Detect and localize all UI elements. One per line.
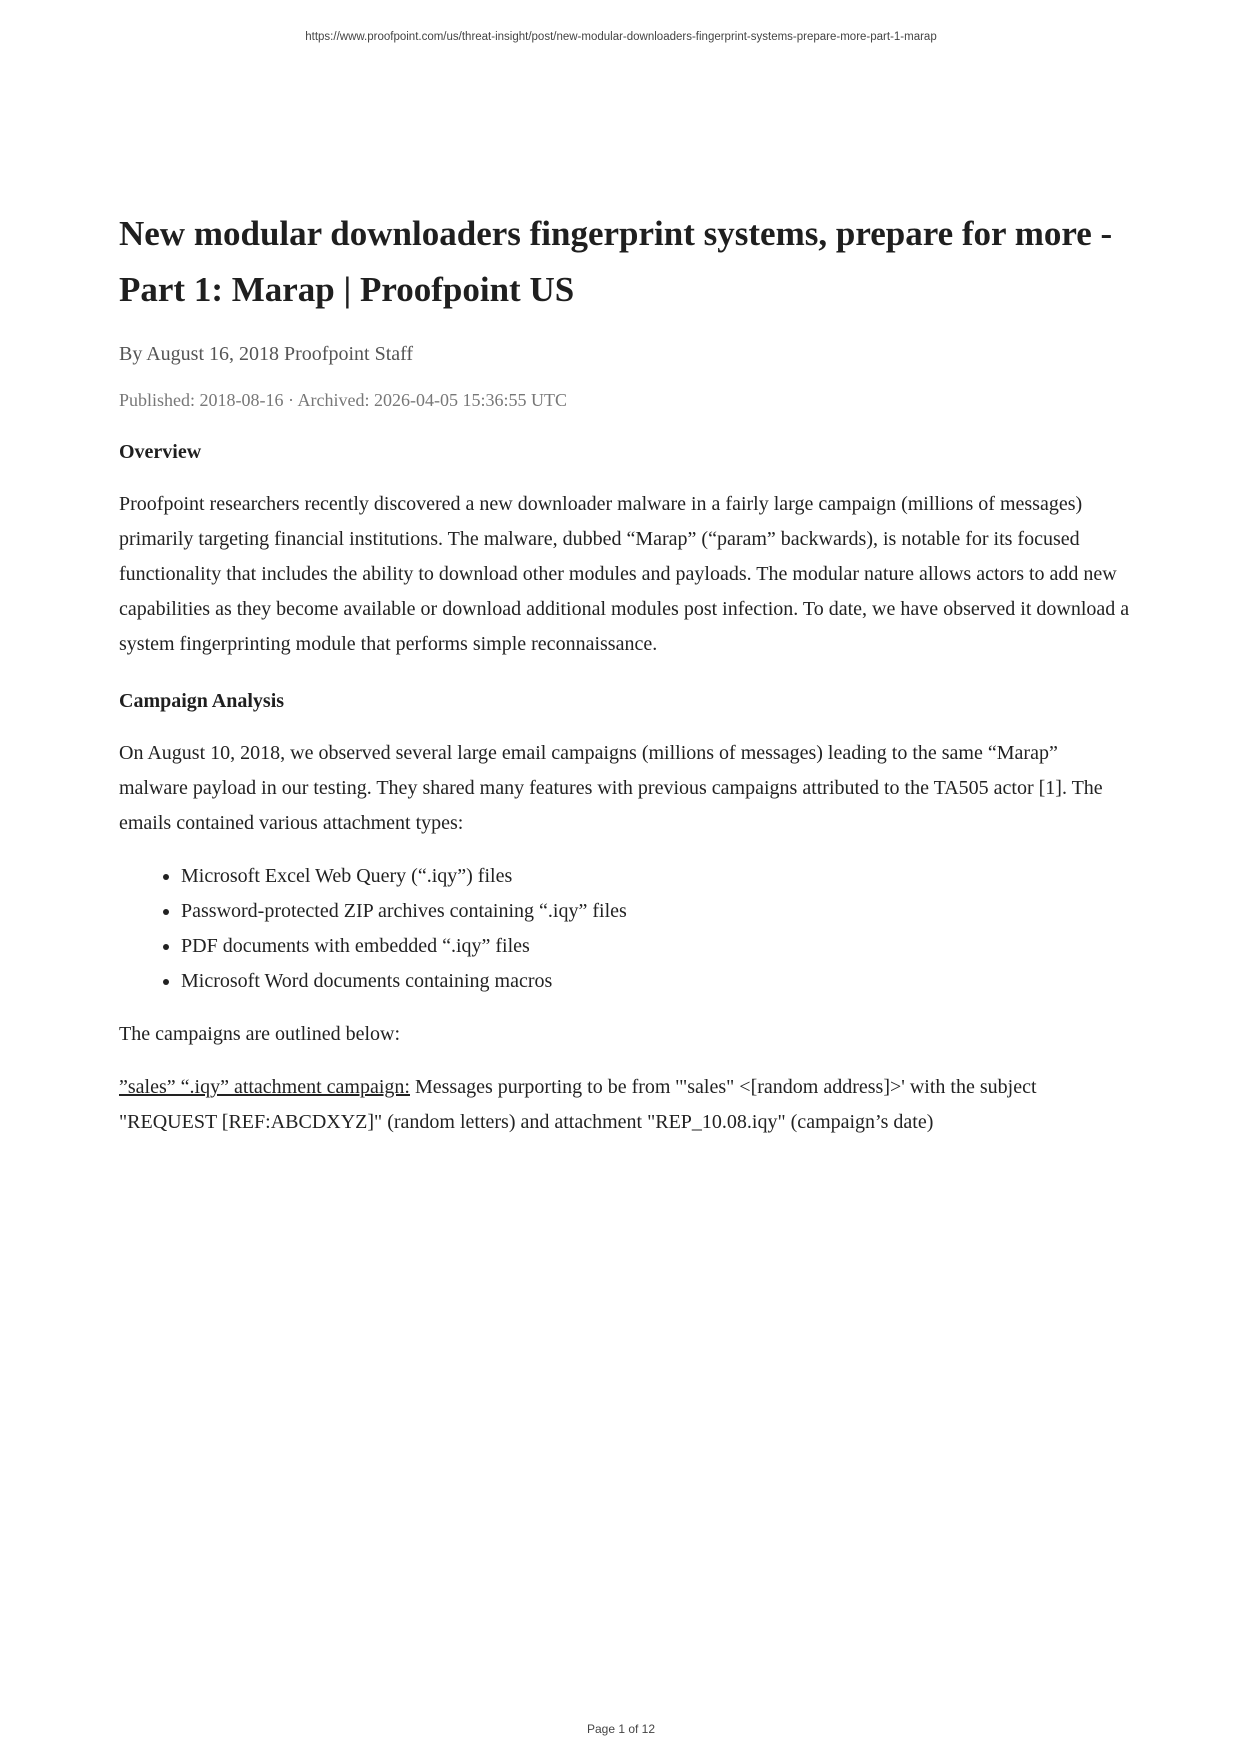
list-item: • Password-protected ZIP archives containing “.iqy” files [181,894,1131,929]
list-item: • PDF documents with embedded “.iqy” files [181,929,1131,964]
publish-meta: Published: 2018-08-16 · Archived: 2026-04-05 15:36:55 UTC [119,390,567,410]
article [119,206,1131,1140]
byline: By August 16, 2018 Proofpoint Staff [119,343,414,365]
campaign-intro-paragraph: On August 10, 2018, we observed several large email campaigns (millions of messages) leading to the same “Marap” malware payload in our testing. They shared many features with previous campaigns attributed to the TA505 actor [1]. The emails contained various attachment types: [119,742,1103,834]
source-url: https://www.proofpoint.com/us/threat-insight/post/new-modular-downloaders-fingerprint-systems-prepare-more-part-1-marap [305,31,937,43]
overview-heading: Overview [119,441,202,463]
overview-paragraph: Proofpoint researchers recently discovered a new downloader malware in a fairly large campaign (millions of messages) primarily targeting financial institutions. The malware, dubbed “Marap” (“param” backwards), is notable for its focused functionality that includes the ability to download other modules and payloads. The modular nature allows actors to add new capabilities as they become available or download additional modules post infection. To date, we have observed it download a system fingerprinting module that performs simple reconnaissance. [119,493,1130,655]
campaigns-outline-intro: The campaigns are outlined below: [119,1023,401,1045]
sales-campaign-paragraph [119,1070,1131,1140]
attachment-type-list [119,859,1131,999]
page-title: New modular downloaders fingerprint systems, prepare for more - Part 1: Marap | Proofpoint US [119,214,1113,309]
sales-campaign-description: Messages purporting to be from '"sales" <[random address]>' with the subject "REQUEST [REF:ABCDXYZ]" (random letters) and attachment "REP_10.08.iqy" (campaign’s date) [119,1076,1037,1133]
list-item: • Microsoft Word documents containing macros [181,964,1131,999]
campaign-analysis-heading: Campaign Analysis [119,690,285,712]
page-number: Page 1 of 12 [586,1722,656,1736]
list-item: • Microsoft Excel Web Query (“.iqy”) files [181,859,1131,894]
sales-campaign-label: ”sales” “.iqy” attachment campaign: [119,1076,410,1098]
